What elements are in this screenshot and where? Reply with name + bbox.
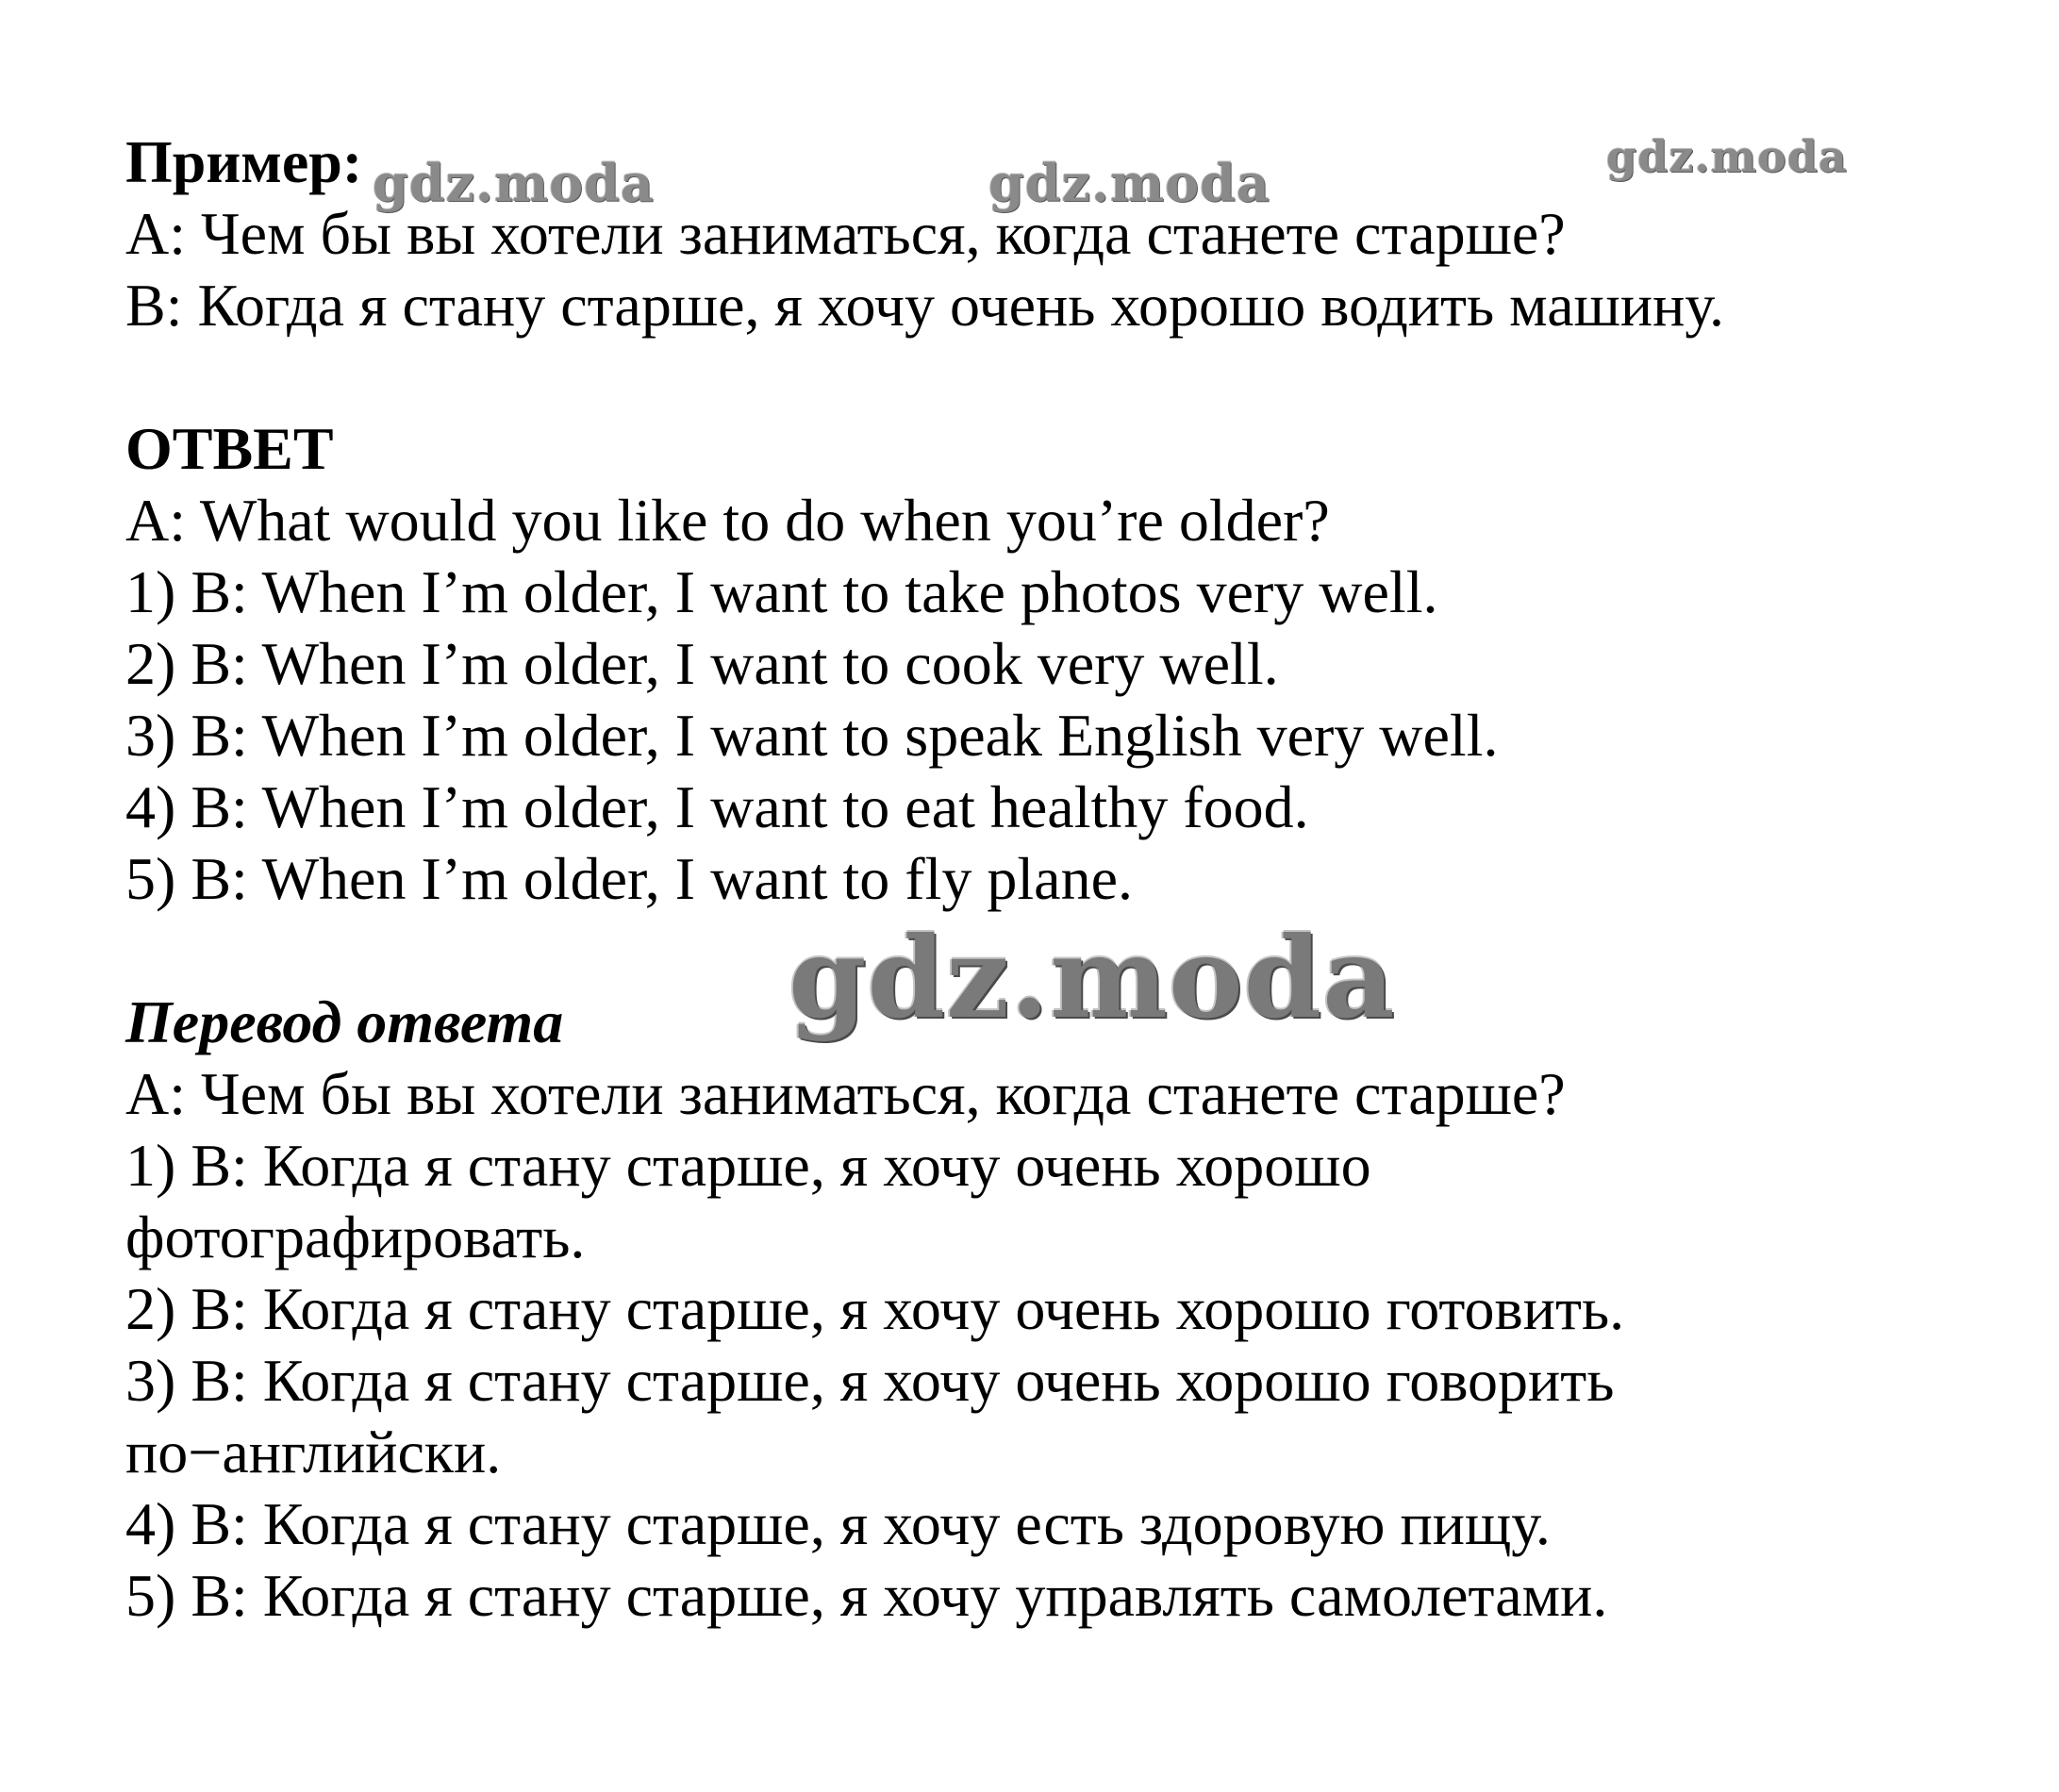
translation-line: по−английски.	[125, 1419, 502, 1485]
translation-line: 3) B: Когда я стану старше, я хочу очень хорошо говорить	[125, 1347, 1615, 1414]
translation-question: А: Чем бы вы хотели заниматься, когда станете старше?	[125, 1060, 1566, 1127]
answer-item: 3) B: When I’m older, I want to speak English very well.	[125, 702, 1499, 769]
watermark-middle: gdz.moda	[789, 912, 1396, 1043]
translation-heading: Перевод ответа	[125, 988, 564, 1055]
translation-line: фотографировать.	[125, 1203, 586, 1270]
answer-heading: ОТВЕТ	[125, 415, 334, 482]
example-question: А: Чем бы вы хотели заниматься, когда станете старше?	[125, 200, 1566, 267]
example-answer: B: Когда я стану старше, я хочу очень хорошо водить машину.	[125, 272, 1724, 339]
watermark-top-right: gdz.moda	[1606, 131, 1848, 182]
example-heading: Пример:	[125, 128, 363, 195]
answer-item: 1) B: When I’m older, I want to take photos very well.	[125, 558, 1438, 625]
watermark-top-left: gdz.moda	[373, 153, 655, 213]
translation-line: 5) B: Когда я стану старше, я хочу управлять самолетами.	[125, 1562, 1608, 1629]
translation-line: 2) B: Когда я стану старше, я хочу очень хорошо готовить.	[125, 1275, 1625, 1342]
watermark-top-center: gdz.moda	[988, 153, 1270, 213]
translation-line: 4) B: Когда я стану старше, я хочу есть здоровую пищу.	[125, 1490, 1551, 1557]
answer-item: 2) B: When I’m older, I want to cook very well.	[125, 630, 1279, 697]
answer-question: A: What would you like to do when you’re older?	[125, 487, 1330, 554]
answer-item: 5) B: When I’m older, I want to fly plane.	[125, 845, 1133, 912]
answer-item: 4) B: When I’m older, I want to eat healthy food.	[125, 773, 1309, 840]
translation-line: 1) B: Когда я стану старше, я хочу очень хорошо	[125, 1132, 1371, 1199]
